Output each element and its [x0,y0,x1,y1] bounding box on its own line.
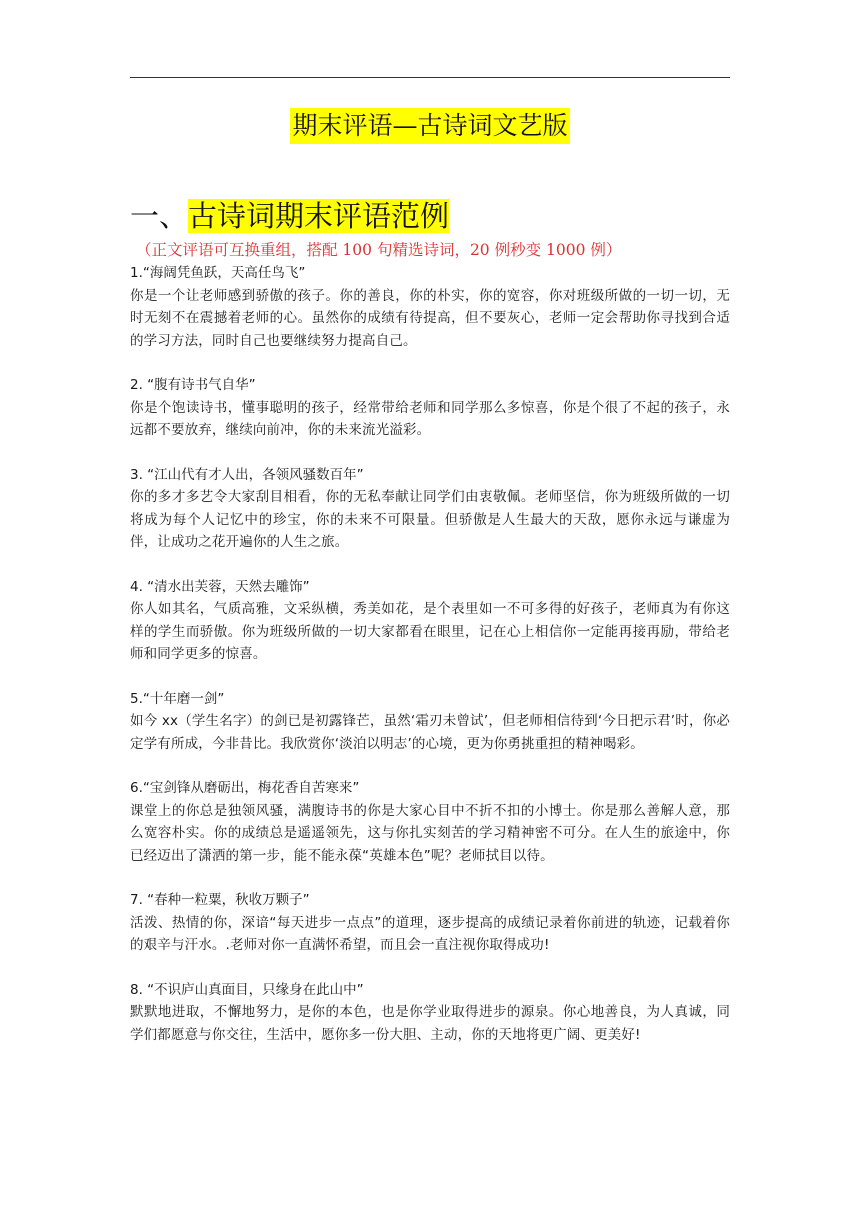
entry-title: 8. “不识庐山真面目，只缘身在此山中” [130,981,364,998]
entry-title: 3. “江山代有才人出，各领风骚数百年” [130,466,364,483]
header-rule [130,77,730,78]
entry-title: 2. “腹有诗书气自华” [130,377,256,393]
title-container [0,108,860,144]
entry-body: 你是个饱读诗书，懂事聪明的孩子，经常带给老师和同学那么多惊喜，你是个很了不起的孩子，永远都不要放弃，继续向前冲，你的未来流光溢彩。 [130,399,730,438]
entry-body: 你的多才多艺令大家刮目相看，你的无私奉献让同学们由衷敬佩。老师坚信，你为班级所做的一切将成为每个人记忆中的珍宝，你的未来不可限量。但骄傲是人生最大的天敌，愿你永远与谦虚为伴，让成功之花开遍你的人生之旅。 [130,489,730,550]
section-number: 一、 [130,199,189,233]
entry-body: 如今 xx（学生名字）的剑已是初露锋芒，虽然‘霜刃未曾试’，但老师相信待到‘今日把示君’时，你必定学有所成，今非昔比。我欣赏你‘淡泊以明志’的心境，更为你勇挑重担的精神喝彩。 [130,713,730,752]
section-note: （正文评语可互换重组，搭配 100 句精选诗词，20 例秒变 1000 例） [136,241,622,259]
list-item [130,688,730,756]
entry-body: 课堂上的你总是独领风骚，满腹诗书的你是大家心目中不折不扣的小博士。你是那么善解人意，那么宽容朴实。你的成绩总是遥遥领先，这与你扎实刻苦的学习精神密不可分。在人生的旅途中，你已经迈出了潇洒的第一步，能不能永葆“英雄本色”呢？老师拭目以待。 [130,802,730,864]
list-item [130,262,730,352]
entry-title: 4. “清水出芙蓉，天然去雕饰” [130,578,310,595]
list-item [130,576,730,666]
entry-body: 默默地进取，不懈地努力，是你的本色，也是你学业取得进步的源泉。你心地善良，为人真诚，同学们都愿意与你交往，生活中，愿你多一份大胆、主动，你的天地将更广阔、更美好! [130,1004,730,1043]
section-heading-text: 古诗词期末评语范例 [188,199,450,233]
list-item [130,777,730,867]
list-item [130,889,730,957]
entry-title: 7. “春种一粒粟，秋收万颗子” [130,892,310,908]
entry-title: 5.“十年磨一剑” [130,690,225,707]
entry-body: 活泼、热情的你，深谙“每天进步一点点”的道理，逐步提高的成绩记录着你前进的轨迹，记载着你的艰辛与汗水。.老师对你一直满怀希望，而且会一直注视你取得成功! [130,914,730,953]
section-heading [130,196,449,236]
entry-title: 1.“海阔凭鱼跃，天高任鸟飞” [130,265,306,281]
entry-body: 你是一个让老师感到骄傲的孩子。你的善良，你的朴实，你的宽容，你对班级所做的一切一切，无时无刻不在震撼着老师的心。虽然你的成绩有待提高，但不要灰心，老师一定会帮助你寻找到合适的学习方法，同时自己也要继续努力提高自己。 [130,287,730,349]
entries-list [130,262,730,1068]
list-item [130,464,730,554]
document-title: 期末评语—古诗词文艺版 [290,108,569,144]
entry-body: 你人如其名，气质高雅，文采纵横，秀美如花，是个表里如一不可多得的好孩子，老师真为有你这样的学生而骄傲。你为班级所做的一切大家都看在眼里，记在心上相信你一定能再接再励，带给老师和同学更多的惊喜。 [130,601,730,662]
entry-title: 6.“宝剑锋从磨砺出，梅花香自苦寒来” [130,780,360,796]
list-item [130,374,730,442]
list-item [130,979,730,1047]
